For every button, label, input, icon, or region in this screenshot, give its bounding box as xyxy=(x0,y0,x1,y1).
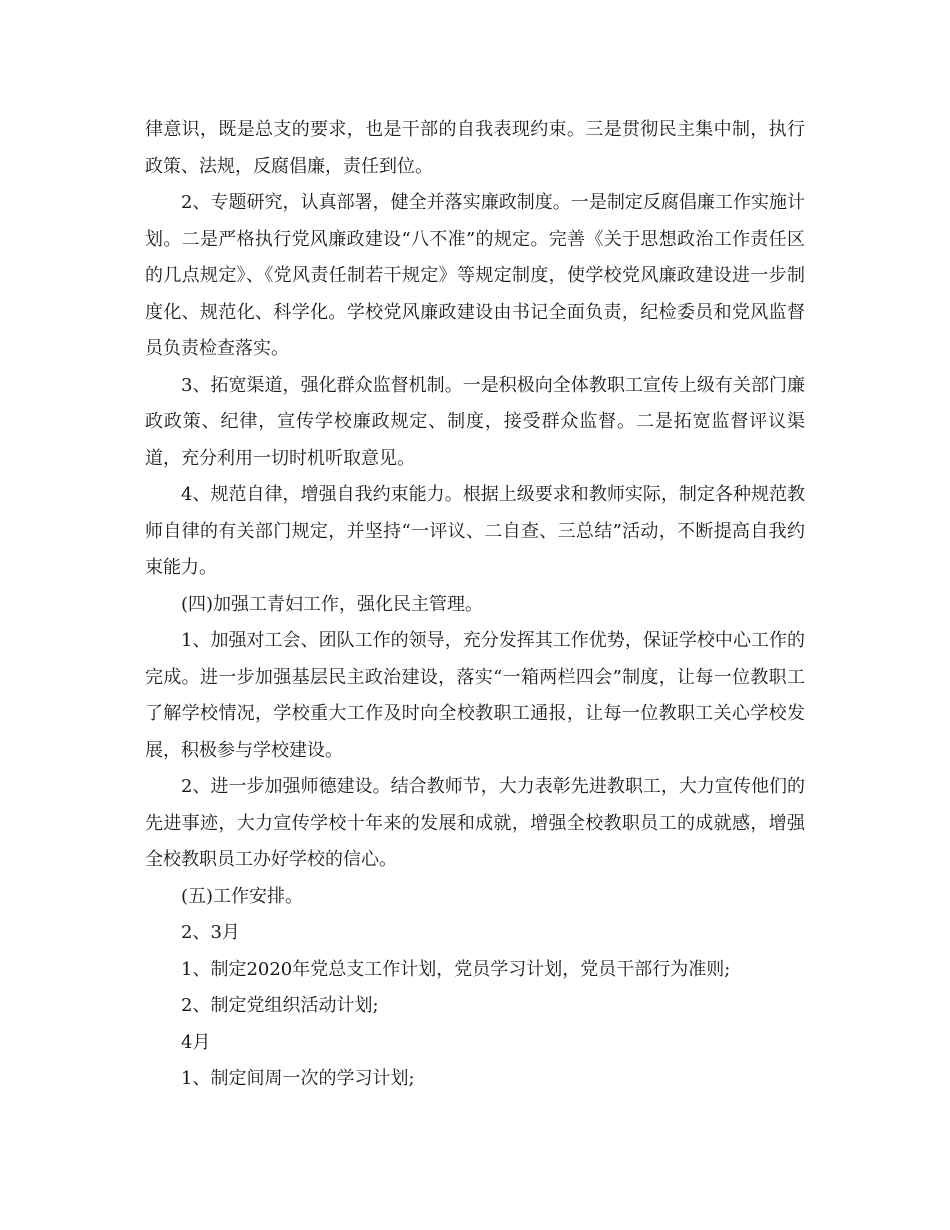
schedule-month-heading: 2、3月 xyxy=(181,922,240,943)
paragraph-4: 4、规范自律，增强自我约束能力。根据上级要求和教师实际，制定各种规范教师自律的有关部门规定，并坚持“一评议、二自查、三总结”活动，不断提高自我约束能力。 xyxy=(145,484,805,578)
paragraph-3: 3、拓宽渠道，强化群众监督机制。一是积极向全体教职工宣传上级有关部门廉政政策、纪律，宣传学校廉政规定、制度，接受群众监督。二是拓宽监督评议渠道，充分利用一切时机听取意见。 xyxy=(145,374,805,469)
schedule-item: 1、制定2020年党总支工作计划，党员学习计划，党员干部行为准则; xyxy=(181,958,731,980)
paragraph-1: 律意识，既是总支的要求，也是干部的自我表现约束。三是贯彻民主集中制，执行政策、法规，反腐倡廉，责任到位。 xyxy=(145,119,805,177)
schedule-item: 2、制定党组织活动计划; xyxy=(181,995,379,1016)
document-page xyxy=(145,112,805,1098)
section-heading-5: (五)工作安排。 xyxy=(181,885,304,907)
paragraph-2: 2、专题研究，认真部署，健全并落实廉政制度。一是制定反腐倡廉工作实施计划。二是严格执行党风廉政建设“八不准”的规定。完善《关于思想政治工作责任区的几点规定》、《党风责任制若干规定》等规定制度，使学校党风廉政建设进一步制度化、规范化、科学化。学校党风廉政建设由书记全面负责，纪检委员和党风监督员负责检查落实。 xyxy=(145,192,805,359)
section-heading-4: (四)加强工青妇工作，强化民主管理。 xyxy=(181,593,484,615)
schedule-item: 1、制定间周一次的学习计划; xyxy=(181,1068,415,1089)
schedule-month-heading: 4月 xyxy=(181,1031,211,1053)
paragraph-6: 1、加强对工会、团队工作的领导，充分发挥其工作优势，保证学校中心工作的完成。进一步加强基层民主政治建设，落实“一箱两栏四会”制度，让每一位教职工了解学校情况，学校重大工作及时向全校教职工通报，让每一位教职工关心学校发展，积极参与学校建设。 xyxy=(145,630,805,761)
paragraph-7: 2、进一步加强师德建设。结合教师节，大力表彰先进教职工，大力宣传他们的先进事迹，大力宣传学校十年来的发展和成就，增强全校教职员工的成就感，增强全校教职员工办好学校的信心。 xyxy=(145,776,805,870)
